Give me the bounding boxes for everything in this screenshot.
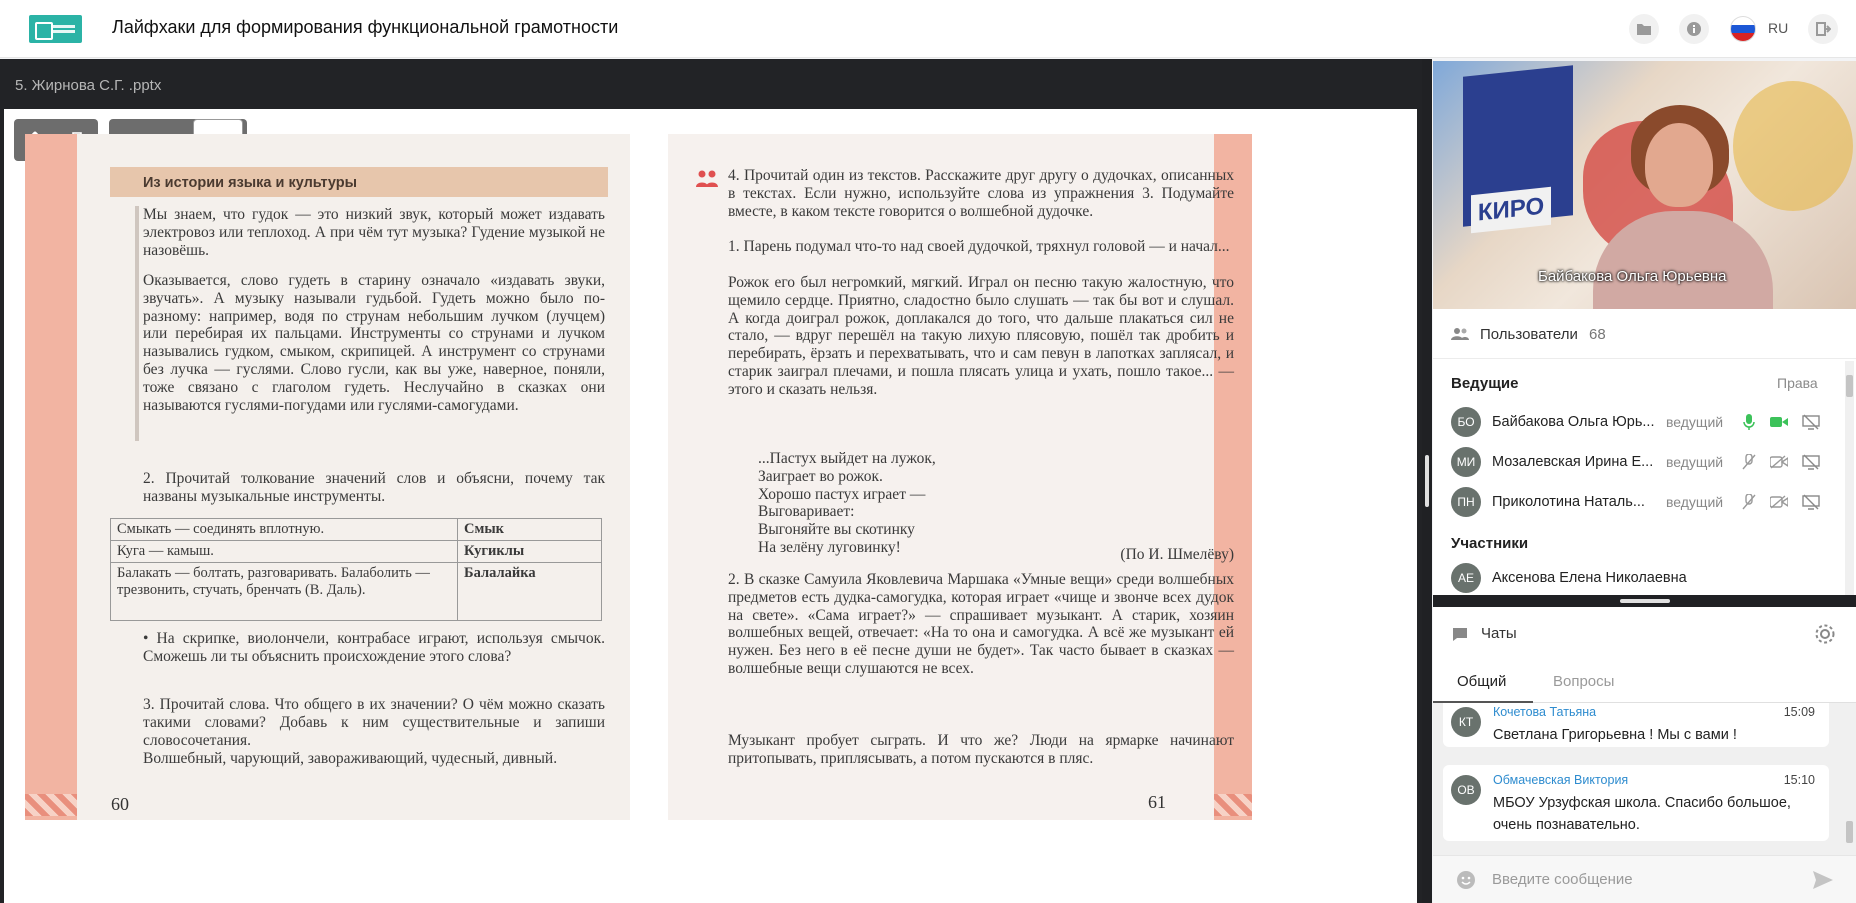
speaker-name: Байбакова Ольга Юрьевна (1538, 268, 1727, 285)
page-number: 61 (1148, 792, 1166, 812)
language-label[interactable]: RU (1768, 20, 1789, 36)
folder-icon[interactable] (1629, 14, 1659, 44)
resize-handle[interactable] (1620, 599, 1670, 603)
meeting-title: Лайфхаки для формирования функциональной грамотности (112, 17, 619, 37)
page-margin-strip (25, 134, 77, 820)
send-icon[interactable] (1812, 870, 1834, 890)
table-cell-definition: Балакать — болтать, разговаривать. Балаболить — трезвонить, стучать, бренчать (В. Даль). (111, 563, 458, 621)
camera-icon[interactable] (1769, 412, 1789, 432)
bullet-note: • На скрипке, виолончели, контрабасе играют, используя смычок. Сможешь ли ты объяснить происхождение этого слова? (143, 630, 605, 665)
participant-row[interactable] (1451, 561, 1831, 595)
book-page-left (25, 134, 630, 820)
presentation-header (0, 59, 1422, 110)
task-4: 4. Прочитай один из текстов. Расскажите друг другу о дудочках, описанных в текстах. Если нужно, используйте слова из упражнения 3. Подумайте вместе, в каком тексте говорится о волшебной дудочке. (728, 167, 1234, 220)
chat-tabs (1433, 661, 1856, 703)
presenters-title: Ведущие (1451, 375, 1519, 392)
speaker-face (1645, 123, 1713, 207)
table-cell-word: Балалайка (458, 563, 602, 621)
task-3-words: Волшебный, чарующий, завораживающий, чудесный, дивный. (143, 750, 558, 767)
avatar: ОВ (1451, 775, 1481, 805)
video-sign: КИРО (1471, 187, 1551, 233)
table-cell-word: Кугиклы (458, 541, 602, 563)
tab-questions[interactable]: Вопросы (1553, 673, 1615, 690)
message-input-placeholder[interactable]: Введите сообщение (1492, 871, 1633, 888)
text-1-body: Рожок его был негромкий, мягкий. Играл он песню такую жалостную, что щемило сердце. Приятно, сладостно было слушать — так бы вот и слушал. А когда доиграл рожок, доплакался до того, что дальше плакаться сил не стало, — вдруг перешёл на такую лихую плясовую, пошёл так дробить и перебирать, ёрзать и перехватывать, что и сам певун в лапотках заплясал, и старик заиграл плечами, и пошла плясать улица и ухать, пошло такое... — этого и сказать нельзя. (728, 274, 1234, 398)
user-role: ведущий (1666, 414, 1724, 430)
info-icon[interactable] (1679, 14, 1709, 44)
app-logo (29, 15, 82, 43)
avatar: КТ (1451, 707, 1481, 737)
chat-panel (1433, 607, 1856, 903)
poem-line: Выговаривает: (758, 503, 855, 521)
chat-scrollbar[interactable] (1845, 703, 1854, 855)
users-icon (1451, 327, 1469, 341)
page-margin-strip (1214, 134, 1252, 820)
chat-message (1443, 765, 1829, 841)
camera-off-icon[interactable] (1769, 492, 1789, 512)
screen-share-off-icon[interactable] (1801, 492, 1821, 512)
presenter-row[interactable] (1451, 485, 1831, 519)
chat-icon (1452, 627, 1468, 642)
screen-share-off-icon[interactable] (1801, 412, 1821, 432)
resize-handle[interactable] (1425, 455, 1429, 507)
user-name: Аксенова Елена Николаевна (1492, 570, 1687, 586)
chat-message (1443, 703, 1829, 747)
scrollbar-thumb[interactable] (1846, 821, 1853, 843)
page-ornament (1214, 794, 1252, 816)
text-2-ending: Музыкант пробует сыграть. И что же? Люди на ярмарке начинают притопывать, приплясывать, а потом пускаются в пляс. (728, 732, 1234, 767)
users-label: Пользователи (1480, 326, 1578, 343)
exit-icon[interactable] (1808, 14, 1838, 44)
russian-flag-icon[interactable] (1730, 16, 1756, 42)
section-heading: Из истории языка и культуры (143, 175, 358, 191)
poem-line: Выгоняйте вы скотинку (758, 521, 915, 539)
task-3: 3. Прочитай слова. Что общего в их значении? О чём можно сказать такими словами? Добавь к ним существительные и запиши словосочетания. (143, 696, 605, 749)
message-author[interactable]: Обмачевская Виктория (1493, 773, 1629, 787)
table-cell-word: Смык (458, 519, 602, 541)
users-panel (1433, 309, 1856, 595)
video-decor (1733, 81, 1853, 211)
chat-label: Чаты (1481, 625, 1517, 642)
sidebar-rule (135, 206, 139, 441)
pair-work-icon (696, 170, 718, 188)
microphone-off-icon[interactable] (1739, 492, 1759, 512)
avatar: АЕ (1451, 563, 1481, 593)
presenter-row[interactable] (1451, 405, 1831, 439)
chat-header (1433, 607, 1856, 661)
avatar: БО (1451, 407, 1481, 437)
screen-share-off-icon[interactable] (1801, 452, 1821, 472)
message-text: Светлана Григорьевна ! Мы с вами ! (1493, 727, 1737, 743)
users-count: 68 (1589, 326, 1606, 343)
user-name: Приколотина Наталь... (1492, 494, 1645, 510)
users-scrollbar[interactable] (1845, 361, 1854, 595)
microphone-off-icon[interactable] (1739, 452, 1759, 472)
message-author[interactable]: Кочетова Татьяна (1493, 705, 1597, 719)
message-input[interactable] (1433, 855, 1856, 903)
left-paragraph-2: Оказывается, слово гудеть в старину означало «издавать звуки, звучать». А музыку называли гудьбой. Гудеть можно было по-разному: например, водя по струнам небольшим лучком (лучцем) или перебирая их пальцами. Инструменты со струнами и лучком назывались гудком, смыком, скрипицей. А инструмент со струнами без лучка — гуслями. Слово гусли, как вы уже, наверное, поняли, тоже связано с глаголом гудеть. Неслучайно в сказках они называются гуслями-погудами или гуслями-самогудами. (143, 272, 605, 414)
attribution: (По И. Шмелёву) (1120, 546, 1234, 563)
definitions-table (110, 518, 602, 621)
table-cell-definition: Смыкать — соединять вплотную. (111, 519, 458, 541)
presenter-row[interactable] (1451, 445, 1831, 479)
presentation-file-name: 5. Жирнова С.Г. .pptx (15, 77, 162, 94)
emoji-icon[interactable] (1456, 870, 1476, 890)
task-2: 2. Прочитай толкование значений слов и объясни, почему так названы музыкальные инструменты. (143, 470, 605, 505)
table-row (111, 563, 602, 621)
avatar: МИ (1451, 447, 1481, 477)
poem-line: На зелёну луговинку! (758, 538, 901, 556)
page-number: 60 (111, 794, 129, 814)
message-time: 15:10 (1783, 773, 1815, 787)
message-text: МБОУ Урзуфская школа. Спасибо большое, очень познавательно. (1493, 795, 1791, 833)
table-row (111, 519, 602, 541)
poem (758, 450, 1178, 557)
users-header[interactable] (1433, 309, 1856, 359)
message-time: 15:09 (1783, 705, 1815, 719)
participants-title: Участники (1451, 535, 1529, 552)
microphone-icon[interactable] (1739, 412, 1759, 432)
table-row (111, 541, 602, 563)
tab-general[interactable]: Общий (1457, 673, 1507, 690)
book-page-right (668, 134, 1252, 820)
scrollbar-thumb[interactable] (1846, 375, 1853, 397)
user-name: Байбакова Ольга Юрь... (1492, 414, 1655, 430)
page-ornament (25, 794, 77, 816)
poem-line: Хорошо пастух играет — (758, 485, 926, 503)
poem-line: ...Пастух выйдет на лужок, (758, 450, 936, 467)
user-role: ведущий (1666, 454, 1724, 470)
rights-label[interactable]: Права (1777, 375, 1818, 391)
message-list (1433, 703, 1856, 855)
text-1-intro: 1. Парень подумал что-то над своей дудочкой, тряхнул головой — и начал... (728, 238, 1230, 255)
user-role: ведущий (1666, 494, 1724, 510)
table-cell-definition: Куга — камыш. (111, 541, 458, 563)
avatar: ПН (1451, 487, 1481, 517)
top-bar (0, 0, 1856, 58)
speaker-video[interactable] (1433, 61, 1856, 309)
settings-gear-icon[interactable] (1814, 623, 1836, 645)
left-paragraph-1: Мы знаем, что гудок — это низкий звук, который может издавать электровоз или теплоход. А при чём тут музыка? Гудение музыкой не назовёшь. (143, 206, 605, 259)
camera-off-icon[interactable] (1769, 452, 1789, 472)
poem-line: Заиграет во рожок. (758, 467, 883, 485)
text-2-body: 2. В сказке Самуила Яковлевича Маршака «Умные вещи» среди волшебных предметов есть дудка-самогудка, которая играет «чище и звонче всех дудок на свете». «Сама играет?» — спрашивает музыкант. А старик, хозяин волшебных вещей, отвечает: «На то она и самогудка. А всё же музыкант ей нужен. Без него в её песне души не будет». Так часто бывает в сказках — волшебные вещи слушаются не всех. (728, 571, 1234, 677)
user-name: Мозалевская Ирина Е... (1492, 454, 1654, 470)
